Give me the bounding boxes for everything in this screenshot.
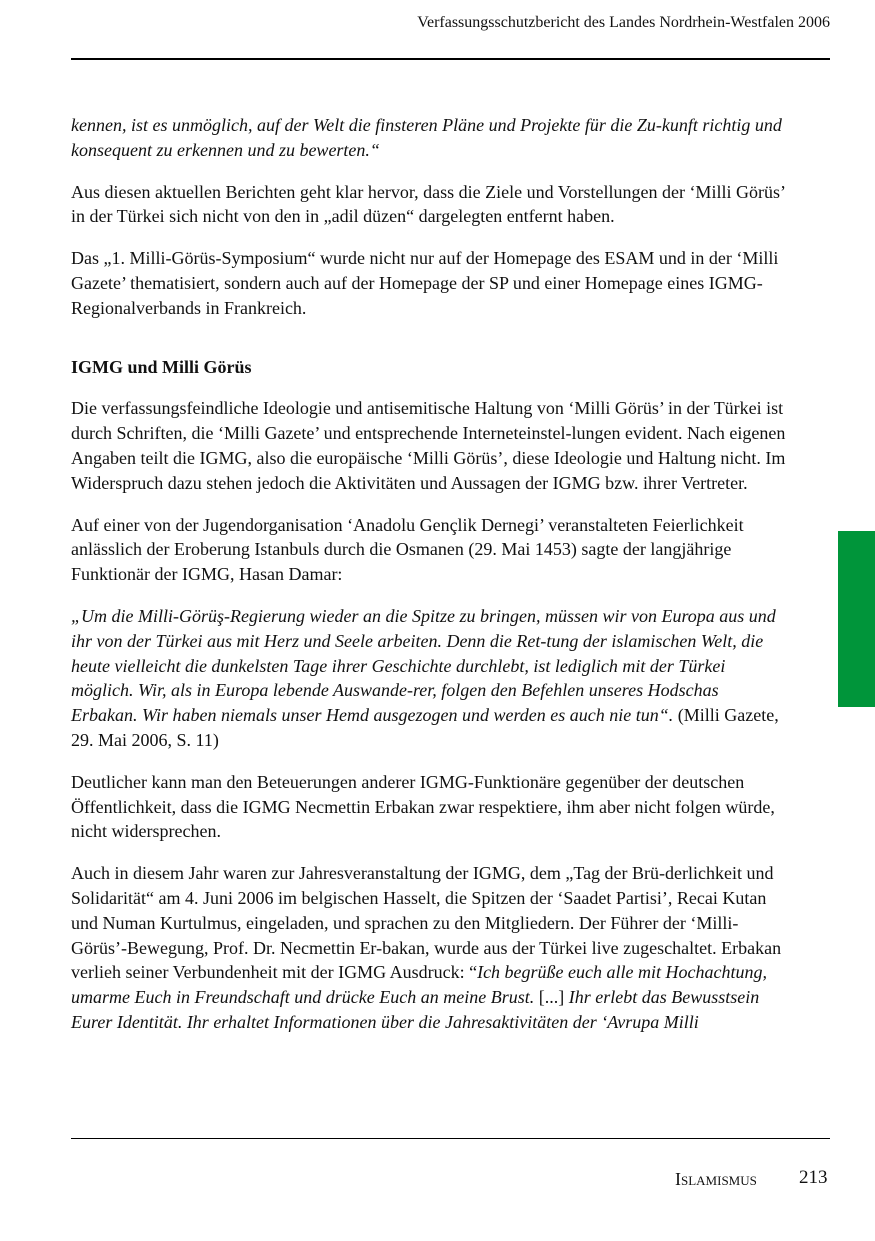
paragraph: Deutlicher kann man den Beteuerungen anderer IGMG-Funktionäre gegenüber der deutschen Öffentlichkeit, dass die IGMG Necmettin Erbakan zwar respektiere, ihm aber nicht folgen würde, nicht widersprechen. — [71, 771, 775, 842]
quote-source: (Milli Gazete, 29. Mai 2006, S. 11) — [71, 705, 779, 750]
ellipsis: [...] — [534, 987, 569, 1008]
paragraph: Auf einer von der Jugendorganisation ‘Anadolu Gençlik Dernegi’ veranstalteten Feierlichkeit anlässlich der Eroberung Istanbuls durch die Osmanen (29. Mai 1453) sagte der langjährige Funktionär der IGMG, Hasan Damar: — [71, 514, 744, 585]
footer-rule — [71, 1138, 830, 1139]
page-number: 213 — [799, 1167, 828, 1188]
paragraph-text: Auch in diesem Jahr waren zur Jahresveranstaltung der IGMG, dem „Tag der Brü-derlichkeit und Solidarität“ am 4. Juni 2006 im belgischen Hasselt, die Spitzen der ‘Saadet Partisi’, Recai Kutan und Numan Kurtulmus, eingeladen, und sprachen zu den Mitgliedern. Der Führer der ‘Milli-Görüs’-Bewegung, Prof. Dr. Necmettin Er-bakan, wurde aus der Türkei live zugeschaltet. Erbakan verlieh seiner Verbundenheit mit der IGMG Ausdruck: “ — [71, 863, 782, 983]
paragraph: Das „1. Milli-Görüs-Symposium“ wurde nicht nur auf der Homepage des ESAM und in der ‘Milli Gazete’ thematisiert, sondern auch auf der Homepage der SP und einer Homepage eines IGMG-Regionalverbands in Frankreich. — [71, 248, 779, 318]
quote-text: Ich begrüße euch alle mit Hochachtung, umarme Euch in Freundschaft und drücke Euch an meine Brust. — [71, 962, 767, 1008]
continued-quote-paragraph: kennen, ist es unmöglich, auf der Welt die finsteren Pläne und Projekte für die Zu-kunft richtig und konsequent zu erkennen und zu bewerten.“ — [71, 115, 782, 160]
running-header: Verfassungsschutzbericht des Landes Nordrhein-Westfalen 2006 — [417, 14, 830, 31]
section-heading: IGMG und Milli Görüs — [71, 356, 252, 377]
chapter-tab-marker — [838, 531, 875, 707]
paragraph — [71, 861, 787, 1035]
footer-section-title: Islamismus — [675, 1169, 757, 1189]
paragraph: Die verfassungsfeindliche Ideologie und antisemitische Haltung von ‘Milli Görüs’ in der Türkei ist durch Schriften, die ‘Milli Gazete’ und entsprechende Interneteinstel-lungen evident. Nach eigenen Angaben teilt die IGMG, also die europäische ‘Milli Görüs’, diese Ideologie und Haltung nicht. Im Widerspruch dazu stehen jedoch die Aktivitäten und Aussagen der IGMG bzw. ihrer Vertreter. — [71, 398, 786, 493]
paragraph: Aus diesen aktuellen Berichten geht klar hervor, dass die Ziele und Vorstellungen der ‘Milli Görüs’ in der Türkei sich nicht von den in „adil düzen“ dargelegten entfernt haben. — [71, 181, 785, 227]
quote-text: Ihr erlebt das Bewusstsein Eurer Identität. Ihr erhaltet Informationen über die Jahresaktivitäten der ‘Avrupa Milli — [71, 987, 760, 1032]
quote-paragraph — [71, 604, 787, 753]
quote-text: „Um die Milli-Görüş-Regierung wieder an die Spitze zu bringen, müssen wir von Europa aus und ihr von der Türkei aus mit Herz und Seele arbeiten. Denn die Ret-tung der islamischen Welt, die heute vielleicht die dunkelsten Tage ihrer Geschichte durchlebt, ist lediglich mit der Türkei möglich. Wir, als in Europa lebende Auswande-rer, folgen den Befehlen unseres Hodschas Erbakan. Wir haben niemals unser Hemd ausgezogen und werden es auch nie tun“. — [71, 605, 776, 726]
header-rule — [71, 58, 830, 60]
page-body — [71, 113, 787, 1052]
